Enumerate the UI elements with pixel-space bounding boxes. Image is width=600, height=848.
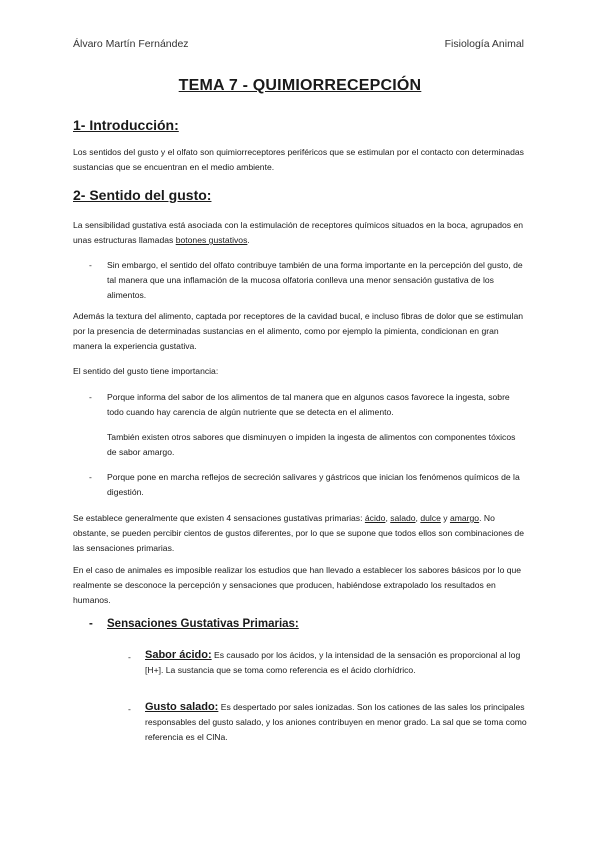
bullet-dash: - (89, 260, 92, 270)
subsection-dash: - (89, 618, 93, 630)
term-dulce: dulce (420, 513, 441, 523)
paragraph-text-end: . (247, 235, 250, 245)
paragraph-animales: En el caso de animales es imposible realizar los estudios que han llevado a establecer los sabores básicos por lo que realmente se desconoce la percepción y sensaciones que producen, habiéndose extrapolado los resultados en humanos. (73, 565, 522, 605)
gusto-salado-title: Gusto salado: (145, 701, 219, 713)
bullet-reflejos: Porque pone en marcha reflejos de secreción salivares y gástricos que inician los fenómenos químicos de la digestión. (107, 472, 520, 497)
separator: , (415, 513, 421, 523)
term-acido: ácido (364, 513, 386, 523)
bullet-dash: - (89, 472, 92, 482)
paragraph-text: Se establece generalmente que existen 4 sensaciones gustativas primarias: (73, 513, 365, 523)
bullet-dash: - (89, 392, 92, 402)
item-gusto-salado (145, 700, 530, 745)
paragraph-sensibilidad (73, 218, 529, 248)
page-title: TEMA 7 - QUIMIORRECEPCIÓN (178, 77, 422, 94)
bullet-sabor-extra: También existen otros sabores que disminuyen o impiden la ingesta de alimentos con componentes tóxicos de sabor amargo. (107, 432, 516, 457)
paragraph-sensaciones (73, 511, 529, 556)
subsection-heading: Sensaciones Gustativas Primarias: (107, 618, 299, 630)
separator: y (440, 513, 450, 523)
bullet-dash: - (128, 652, 131, 662)
term-amargo: amargo (449, 513, 480, 523)
gusto-salado-text: Es despertado por sales ionizadas. Son los cationes de las sales los principales responsables del gusto salado, y los aniones contribuyen en menor grado. La sal que se toma como referencia es el ClNa. (145, 702, 527, 742)
botones-gustativos-term: botones gustativos (175, 235, 248, 245)
section-1-heading: 1- Introducción: (73, 117, 179, 133)
sabor-acido-title: Sabor ácido: (145, 649, 212, 661)
section-1-text: Los sentidos del gusto y el olfato son quimiorreceptores periféricos que se estimulan por el contacto con determinadas sustancias que se encuentran en el medio ambiente. (73, 147, 524, 172)
paragraph-importancia: El sentido del gusto tiene importancia: (73, 366, 219, 376)
item-sabor-acido (145, 648, 530, 678)
bullet-dash: - (128, 704, 131, 714)
paragraph-text-end: . No obstante, se pueden percibir cientos de gustos diferentes, por lo que se supone que todos ellos son combinaciones de las sensaciones primarias. (73, 513, 524, 553)
header-author: Álvaro Martín Fernández (73, 38, 189, 50)
header-subject: Fisiología Animal (444, 38, 524, 50)
paragraph-textura: Además la textura del alimento, captada por receptores de la cavidad bucal, e incluso fibras de dolor que se estimulan por la presencia de determinadas sustancias en el alimento, como por ejemplo la pimienta, condicionan en gran manera la experiencia gustativa. (73, 311, 524, 351)
sabor-acido-text: Es causado por los ácidos, y la intensidad de la sensación es proporcional al log [H+]. La sustancia que se toma como referencia es el ácido clorhídrico. (145, 650, 521, 675)
separator: , (385, 513, 391, 523)
paragraph-text: La sensibilidad gustativa está asociada con la estimulación de receptores químicos situados en la boca, agrupados en unas estructuras llamadas (73, 220, 524, 245)
section-2-heading: 2- Sentido del gusto: (73, 187, 212, 203)
bullet-olfato: Sin embargo, el sentido del olfato contribuye también de una forma importante en la percepción del gusto, de tal manera que una inflamación de la mucosa olfatoria conlleva una menor sensación gustativa de los alimentos. (107, 260, 523, 300)
bullet-sabor: Porque informa del sabor de los alimentos de tal manera que en algunos casos favorece la ingesta, sobre todo cuando hay carencia de algún nutriente que se detecta en el alimento. (107, 392, 510, 417)
term-salado: salado (390, 513, 416, 523)
